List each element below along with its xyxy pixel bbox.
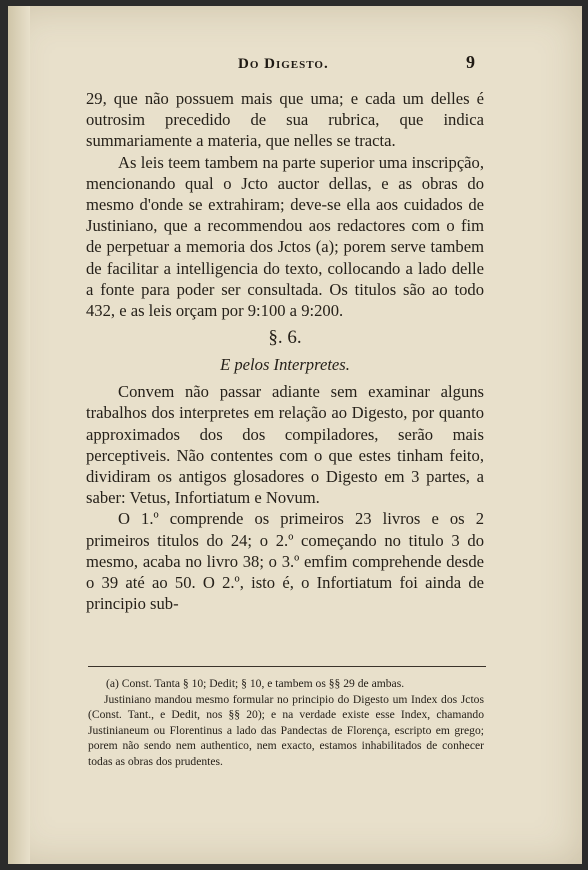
footnote-rule	[88, 666, 486, 667]
page-spine-shadow	[8, 6, 30, 864]
footnotes	[88, 676, 484, 770]
paragraph-divisions: O 1.º comprende os primeiros 23 livros e os 2 primeiros titulos do 24; o 2.º começando no titulo 3 do mesmo, acaba no livro 38; o 3.º emfim comprehende desde o 39 até ao 50. O 2.º, isto é, o Infortiatum foi ainda de principio sub-	[86, 509, 484, 614]
footnote-a: (a) Const. Tanta § 10; Dedit; § 10, e tambem os §§ 29 de ambas.	[106, 677, 405, 690]
footnote-continuation: Justiniano mandou mesmo formular no principio do Digesto um Index dos Jctos (Const. Tant., e Dedit, nos §§ 20); e na verdade existe esse Index, chamando Justinianeum ou Florentinus a lado das Pandectas de Florença, escripto em grego; porem não sendo nem authentico, nem exacto, estamos inhabilitados de conhecer todas as obras dos prudentes.	[88, 692, 484, 768]
running-head: Do Digesto.	[238, 56, 329, 72]
main-text	[86, 88, 484, 614]
page-number: 9	[466, 52, 475, 72]
section-title: E pelos Interpretes.	[220, 355, 350, 375]
page-header	[8, 52, 582, 78]
paragraph-interpreters: Convem não passar adiante sem examinar alguns trabalhos dos interpretes em relação ao Digesto, por quanto approximados dos dos compiladores, serão mais perceptiveis. Não contentes com o que estes tinham feito, dividiram os antigos glosadores o Digesto em 3 partes, a saber: Vetus, Infortiatum e Novum.	[86, 382, 484, 508]
paragraph-continuation: 29, que não possuem mais que uma; e cada um delles é outrosim precedido de sua rubrica, que indica summariamente a materia, que nelles se tracta.	[86, 89, 484, 151]
paragraph-inscriptions: As leis teem tambem na parte superior uma inscripção, mencionando qual o Jcto auctor dellas, e as obras do mesmo d'onde se extrahiram; deve-se ella aos cuidados de Justiniano, que a recommendou aos redactores com o fim de perpetuar a memoria dos Jctos (a); porem serve tambem de facilitar a intelligencia do texto, collocando a lado delle a fonte para poder ser consultada. Os titulos são ao todo 432, e as leis orçam por 9:100 a 9:200.	[86, 152, 484, 321]
section-number: §. 6.	[268, 327, 302, 349]
